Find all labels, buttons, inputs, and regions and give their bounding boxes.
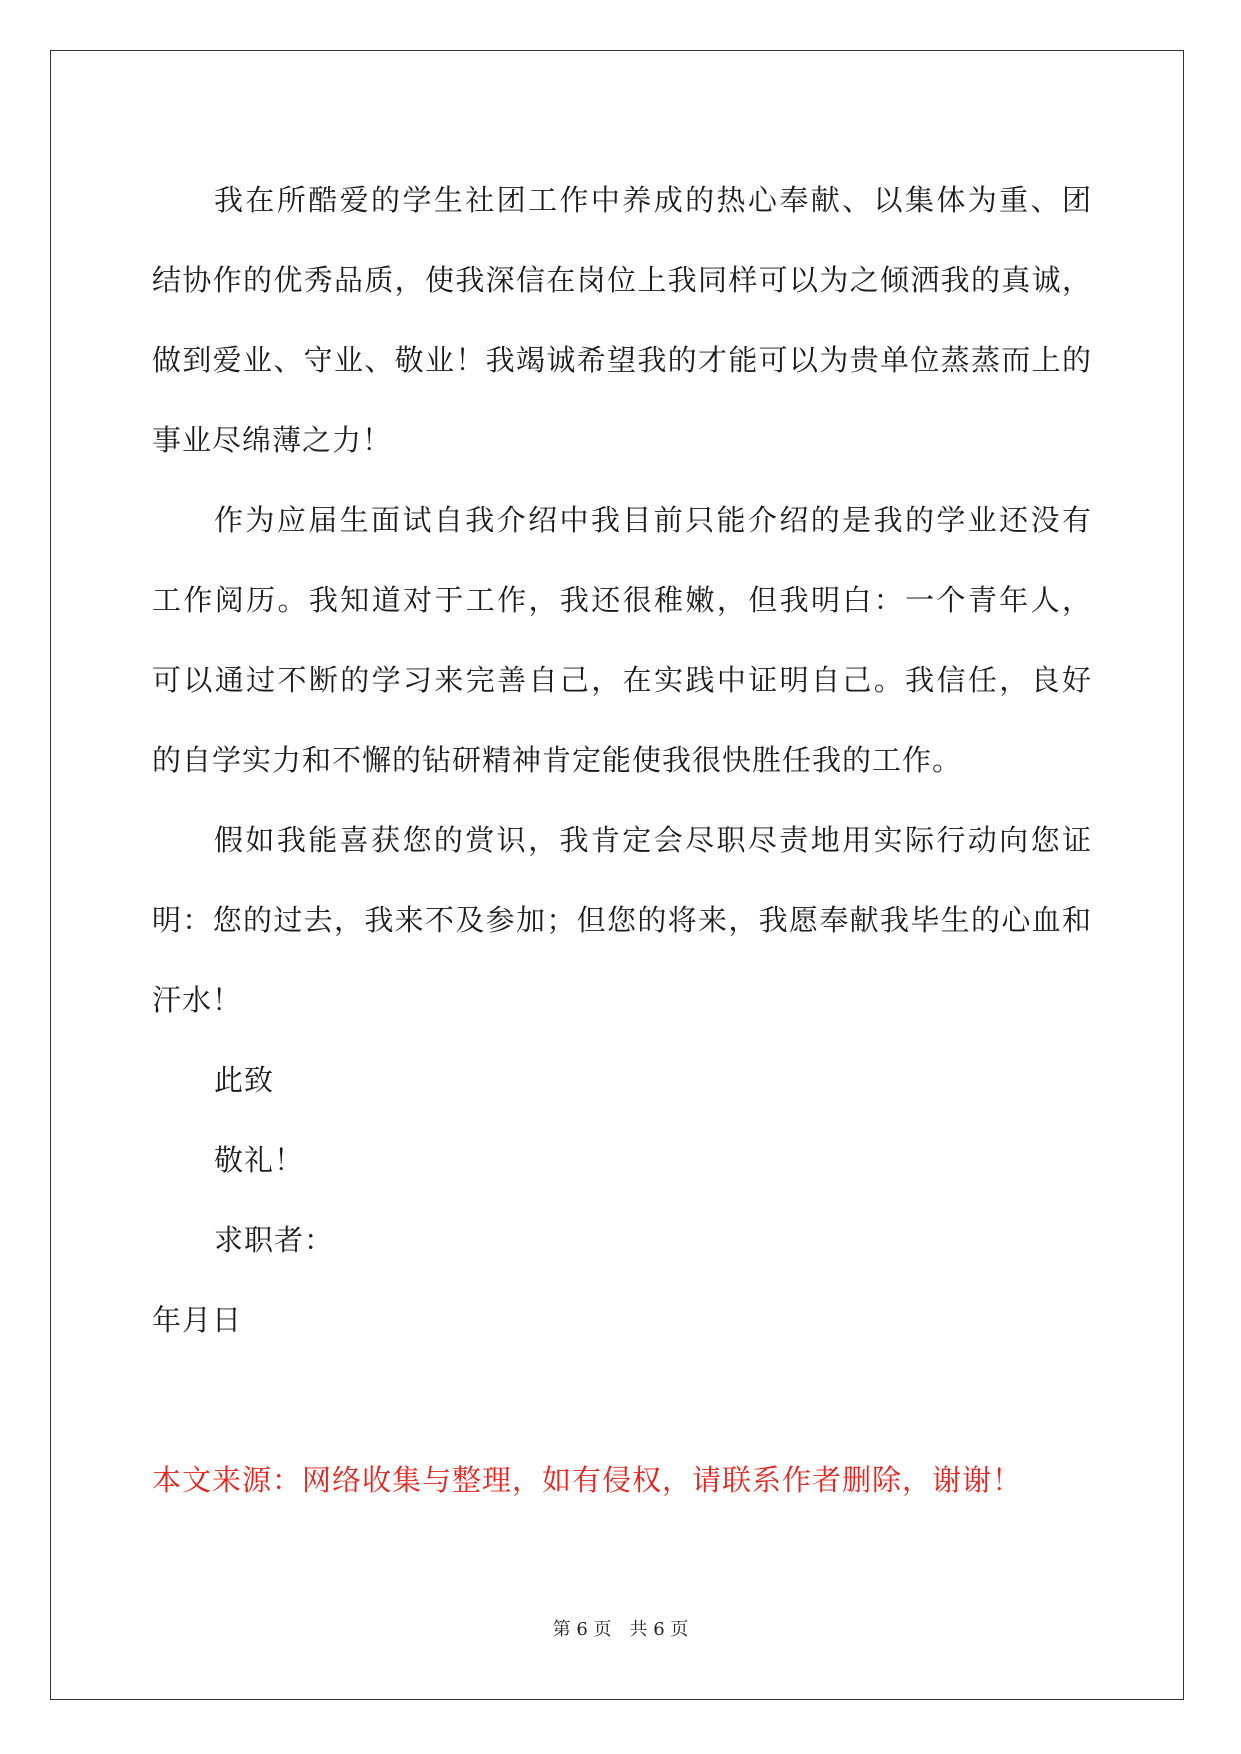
page-total: 共 6 页 (629, 1619, 689, 1640)
date-label: 年月日 (152, 1303, 243, 1337)
source-note: 本文来源：网络收集与整理，如有侵权，请联系作者删除，谢谢！ (152, 1463, 1023, 1497)
paragraph-3-line-1: 假如我能喜获您的赏识，我肯定会尽职尽责地用实际行动向您证 (214, 823, 1092, 857)
paragraph-1-line-2: 结协作的优秀品质，使我深信在岗位上我同样可以为之倾洒我的真诚， (152, 263, 1092, 297)
letter-body (152, 160, 1092, 1360)
paragraph-3-line-3: 汗水！ (152, 983, 243, 1017)
paragraph-1-line-1: 我在所酷爱的学生社团工作中养成的热心奉献、以集体为重、团 (214, 183, 1092, 217)
closing-regards: 敬礼！ (214, 1143, 305, 1177)
paragraph-2-line-2: 工作阅历。我知道对于工作，我还很稚嫩，但我明白：一个青年人， (152, 583, 1092, 617)
page-number: 第 6 页 (552, 1619, 612, 1640)
paragraph-2-line-4: 的自学实力和不懈的钻研精神肯定能使我很快胜任我的工作。 (152, 743, 963, 777)
closing-salutation: 此致 (214, 1063, 275, 1097)
paragraph-3-line-2: 明：您的过去，我来不及参加；但您的将来，我愿奉献我毕生的心血和 (152, 903, 1092, 937)
paragraph-1-line-4: 事业尽绵薄之力！ (152, 423, 393, 457)
signature-label: 求职者： (214, 1223, 335, 1257)
page-footer (0, 1615, 1241, 1641)
paragraph-2-line-1: 作为应届生面试自我介绍中我目前只能介绍的是我的学业还没有 (214, 503, 1092, 537)
paragraph-2-line-3: 可以通过不断的学习来完善自己，在实践中证明自己。我信任，良好 (152, 663, 1092, 697)
paragraph-1-line-3: 做到爱业、守业、敬业！我竭诚希望我的才能可以为贵单位蒸蒸而上的 (152, 343, 1092, 377)
